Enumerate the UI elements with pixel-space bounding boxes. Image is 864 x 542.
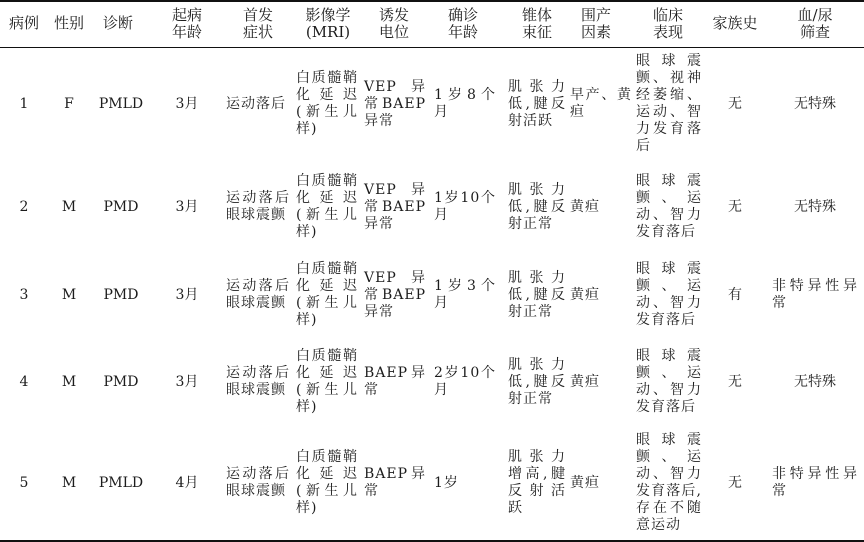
- cell-family-history: 无: [728, 474, 742, 491]
- cell-onset-age: 3月: [175, 286, 199, 303]
- cell-pyramidal-sign: 肌张力低,腱反射正常: [508, 356, 566, 407]
- table-row: [0, 252, 864, 338]
- cell-sex: M: [61, 286, 77, 303]
- cell-evoked-potential: BAEP异常: [364, 365, 426, 398]
- cell-pyramidal-sign: 肌张力低,腱反射活跃: [508, 78, 566, 129]
- cell-evoked-potential: VEP异常BAEP异常: [364, 78, 426, 129]
- cell-diagnosis-age: 1岁8个月: [434, 87, 496, 120]
- cell-perinatal: 黄疸: [570, 373, 600, 390]
- cell-sex: M: [61, 373, 77, 390]
- cell-clinical: 眼球震颤、运动、智力发育落后,存在不随意运动: [636, 432, 702, 533]
- header-perinatal: 围产 因素: [580, 5, 611, 41]
- header-pyramidal-sign: 锥体 束征: [521, 5, 552, 41]
- header-sex: 性别: [53, 14, 84, 32]
- cell-mri: 白质髓鞘化延迟(新生儿样): [296, 348, 358, 415]
- header-blood-urine: 血/尿 筛查: [797, 5, 833, 41]
- cell-onset-age: 3月: [175, 95, 199, 112]
- cell-onset-age: 3月: [175, 373, 199, 390]
- cell-diagnosis: PMD: [103, 198, 139, 215]
- cell-blood-urine: 无特殊: [794, 95, 836, 112]
- cell-case: 4: [19, 373, 29, 390]
- table-row: [0, 428, 864, 538]
- cell-first-symptom: 运动落后: [226, 95, 286, 112]
- cell-evoked-potential: BAEP异常: [364, 466, 426, 499]
- cell-case: 3: [19, 286, 29, 303]
- cell-diagnosis-age: 1岁3个月: [434, 278, 496, 311]
- cell-blood-urine: 非特异性异常: [772, 278, 858, 311]
- header-first-symptom: 首发 症状: [242, 5, 273, 41]
- cell-case: 1: [19, 95, 29, 112]
- cell-pyramidal-sign: 肌张力低,腱反射正常: [508, 269, 566, 320]
- cell-perinatal: 黄疸: [570, 198, 600, 215]
- cell-diagnosis-age: 1岁: [434, 474, 459, 491]
- table-row: [0, 340, 864, 424]
- cell-blood-urine: 无特殊: [794, 373, 836, 390]
- cell-perinatal: 黄疸: [570, 474, 600, 491]
- cell-mri: 白质髓鞘化延迟(新生儿样): [296, 449, 358, 516]
- header-family-history: 家族史: [712, 14, 758, 32]
- cell-first-symptom: 运动落后眼球震颤: [226, 278, 290, 311]
- header-clinical: 临床 表现: [652, 5, 683, 41]
- cell-onset-age: 3月: [175, 198, 199, 215]
- cell-diagnosis-age: 1岁10个月: [434, 190, 496, 223]
- cell-perinatal: 早产、黄疸: [570, 87, 632, 120]
- header-case: 病例: [8, 14, 39, 32]
- cell-perinatal: 黄疸: [570, 286, 600, 303]
- cell-family-history: 无: [728, 198, 742, 215]
- header-diagnosis: 诊断: [102, 14, 133, 32]
- header-mri: 影像学 (MRI): [305, 5, 351, 41]
- table-row: [0, 164, 864, 250]
- cell-sex: M: [61, 474, 77, 491]
- cell-pyramidal-sign: 肌张力增高,腱反射活跃: [508, 449, 566, 516]
- header-evoked-potential: 诱发 电位: [378, 5, 409, 41]
- cell-clinical: 眼球震颤、视神经萎缩、运动、智力发育落后: [636, 53, 702, 154]
- cell-case: 5: [19, 474, 29, 491]
- cell-blood-urine: 非特异性异常: [772, 466, 858, 499]
- cell-evoked-potential: VEP异常BAEP异常: [364, 181, 426, 232]
- cell-family-history: 有: [728, 286, 742, 303]
- header-diagnosis-age: 确诊 年龄: [447, 5, 478, 41]
- table-header-rule: [0, 47, 864, 48]
- cell-diagnosis-age: 2岁10个月: [434, 365, 496, 398]
- table-row: [0, 52, 864, 156]
- cell-mri: 白质髓鞘化延迟(新生儿样): [296, 70, 358, 137]
- cell-diagnosis: PMD: [103, 286, 139, 303]
- cell-family-history: 无: [728, 373, 742, 390]
- cell-family-history: 无: [728, 95, 742, 112]
- cell-mri: 白质髓鞘化延迟(新生儿样): [296, 173, 358, 240]
- cell-first-symptom: 运动落后眼球震颤: [226, 466, 290, 499]
- cell-diagnosis: PMLD: [98, 474, 144, 491]
- cell-diagnosis: PMD: [103, 373, 139, 390]
- cell-case: 2: [19, 198, 29, 215]
- cell-onset-age: 4月: [175, 474, 199, 491]
- cell-diagnosis: PMLD: [98, 95, 144, 112]
- cell-blood-urine: 无特殊: [794, 198, 836, 215]
- cell-clinical: 眼球震颤、运动、智力发育落后: [636, 261, 702, 328]
- cell-sex: F: [64, 95, 74, 112]
- header-onset-age: 起病 年龄: [171, 5, 202, 41]
- cell-clinical: 眼球震颤、运动、智力发育落后: [636, 348, 702, 415]
- cell-mri: 白质髓鞘化延迟(新生儿样): [296, 261, 358, 328]
- cell-first-symptom: 运动落后眼球震颤: [226, 190, 290, 223]
- cell-pyramidal-sign: 肌张力低,腱反射正常: [508, 181, 566, 232]
- cell-clinical: 眼球震颤、运动、智力发育落后: [636, 173, 702, 240]
- cell-sex: M: [61, 198, 77, 215]
- cell-evoked-potential: VEP异常BAEP异常: [364, 269, 426, 320]
- cell-first-symptom: 运动落后眼球震颤: [226, 365, 290, 398]
